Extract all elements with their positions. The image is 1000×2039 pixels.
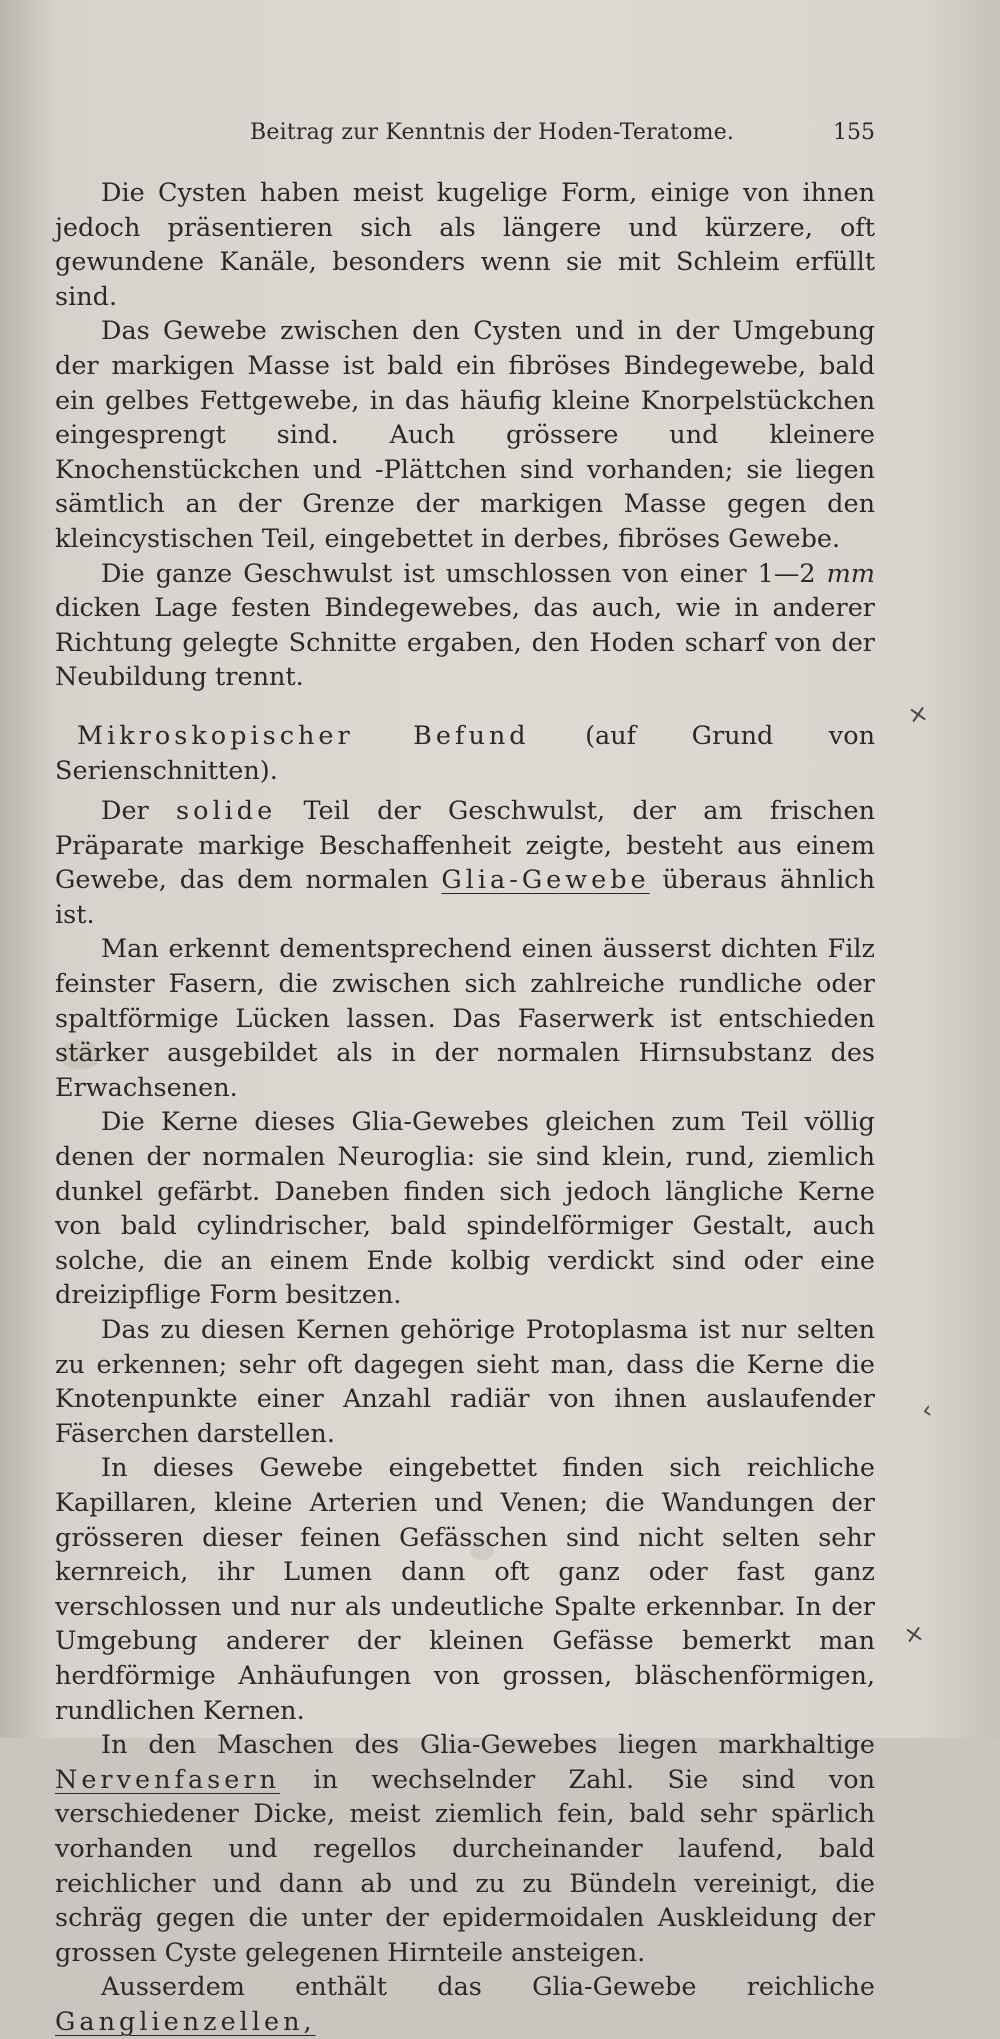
text-run: überaus ähnlich ist. bbox=[55, 865, 876, 930]
unit-mm: mm bbox=[826, 558, 875, 589]
paragraph: In dieses Gewebe eingebettet finden sich reichliche Kapillaren, kleine Arterien und Venen; die Wandungen der grösseren dieser feinen Gefässchen sind nicht selten sehr kernreich, ihr Lumen dann oft ganz oder fast ganz verschlossen und nur als undeutliche Spalte erkennbar. In der Umgebung anderer der kleinen Gefässe bemerkt man herdförmige Anhäufungen von grossen, bläschenförmigen, rundlichen Kernen. bbox=[55, 1453, 875, 1726]
text-run: Die ganze Geschwulst ist umschlossen von einer 1—2 bbox=[101, 558, 827, 589]
running-header bbox=[250, 120, 875, 152]
underlined-term: Glia-Gewebe bbox=[441, 865, 650, 896]
paragraph: Das zu diesen Kernen gehörige Protoplasma ist nur selten zu erkennen; sehr oft dagegen sieht man, dass die Kerne die Knotenpunkte einer Anzahl radiär von ihnen auslaufender Fäserchen darstellen. bbox=[55, 1315, 875, 1449]
section-heading bbox=[55, 719, 875, 788]
paragraph bbox=[55, 1728, 875, 1970]
text-run: in wechselnder Zahl. Sie sind von verschiedener Dicke, meist ziemlich fein, bald sehr spärlich vorhanden und regellos durcheinander laufend, bald reichlicher und dann ab und zu zu Bündeln vereinigt, die schräg gegen die unter der epidermoidalen Auskleidung der grossen Cyste gelegenen Hirnteile ansteigen. bbox=[55, 1764, 875, 1968]
text-run: Der bbox=[101, 796, 176, 827]
paragraph: Man erkennt dementsprechend einen äusserst dichten Filz feinster Fasern, die zwischen sich zahlreiche rundliche oder spaltförmige Lücken lassen. Das Faserwerk ist entschieden stärker ausgebildet als in der normalen Hirnsubstanz des Erwachsenen. bbox=[55, 934, 875, 1103]
running-title: Beitrag zur Kenntnis der Hoden-Teratome. bbox=[250, 120, 735, 145]
paragraph: Die Kerne dieses Glia-Gewebes gleichen zum Teil völlig denen der normalen Neuroglia: sie sind klein, rund, ziemlich dunkel gefärbt. Daneben finden sich jedoch längliche Kerne von bald cylindrischer, bald spindelförmiger Gestalt, auch solche, die an einem Ende kolbig verdickt sind oder eine dreizipflige Form besitzen. bbox=[55, 1107, 875, 1311]
text-run: In den Maschen des Glia-Gewebes liegen markhaltige bbox=[101, 1730, 875, 1761]
margin-check-mark-icon: ‹ bbox=[919, 1395, 934, 1425]
heading-rest: (auf Grund von Serienschnitten). bbox=[55, 720, 875, 786]
body-text bbox=[55, 176, 875, 2039]
spaced-term: solide bbox=[176, 796, 277, 827]
margin-x-mark-icon: × bbox=[905, 698, 931, 730]
page-number: 155 bbox=[833, 120, 875, 145]
paragraph bbox=[55, 1970, 875, 2039]
paragraph bbox=[55, 794, 875, 932]
text-run: Teil der Geschwulst, der am frischen Präparate markige Beschaffenheit zeigte, besteht aus einem Gewebe, das dem normalen bbox=[55, 796, 875, 896]
paragraph bbox=[55, 557, 875, 695]
text-run: Ausserdem enthält das Glia-Gewebe reichliche bbox=[101, 1972, 875, 2003]
paragraph: Das Gewebe zwischen den Cysten und in der Umgebung der markigen Masse ist bald ein fibröses Bindegewebe, bald ein gelbes Fettgewebe, in das häufig kleine Knorpelstückchen eingesprengt sind. Auch grössere und kleinere Knochenstückchen und -Plättchen sind vorhanden; sie liegen sämtlich an der Grenze der markigen Masse gegen den kleincystischen Teil, eingebettet in derbes, fibröses Gewebe. bbox=[55, 316, 875, 554]
underlined-term: Ganglienzellen, bbox=[55, 2006, 316, 2037]
margin-x-mark-icon: × bbox=[901, 1618, 927, 1650]
paragraph: Die Cysten haben meist kugelige Form, einige von ihnen jedoch präsentieren sich als längere und kürzere, oft gewundene Kanäle, besonders wenn sie mit Schleim erfüllt sind. bbox=[55, 178, 875, 312]
heading-spaced: Mikroskopischer Befund bbox=[77, 720, 530, 751]
text-run: dicken Lage festen Bindegewebes, das auch, wie in anderer Richtung gelegte Schnitte ergaben, den Hoden scharf von der Neubildung trennt. bbox=[55, 593, 875, 693]
underlined-term: Nervenfasern bbox=[55, 1764, 280, 1795]
